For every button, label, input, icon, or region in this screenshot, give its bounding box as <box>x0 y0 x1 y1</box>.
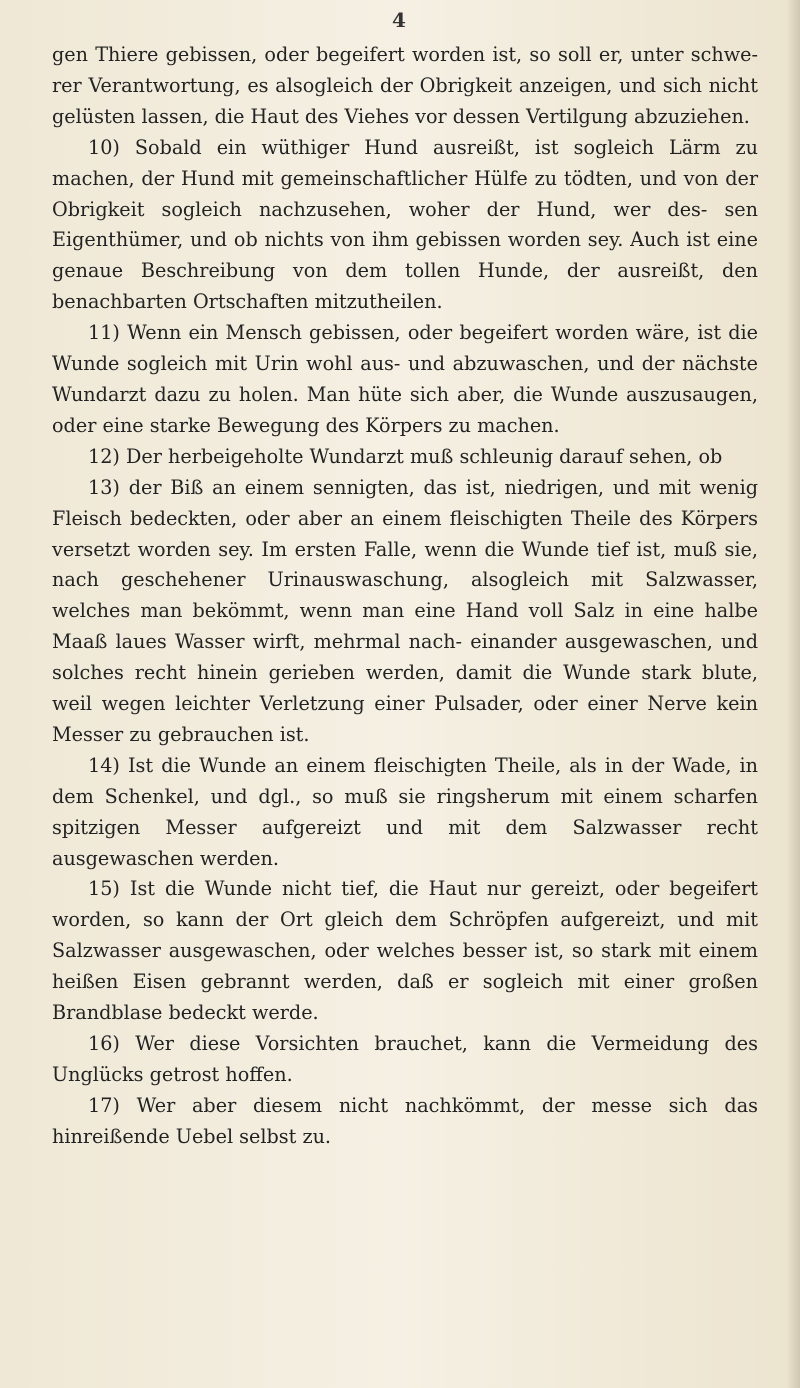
paragraph-12: 12) Der herbeigeholte Wundarzt muß schleunig darauf sehen, ob <box>88 444 723 468</box>
paragraph-16: 16) Wer diese Vorsichten brauchet, kann die Vermeidung des Unglücks getrost hoffen. <box>52 1032 758 1086</box>
page-number: 4 <box>392 8 406 32</box>
paragraph-10: 10) Sobald ein wüthiger Hund ausreißt, ist sogleich Lärm zu machen, der Hund mit gemeinschaftlicher Hülfe zu tödten, und von der Obrigkeit sogleich nachzusehen, woher der Hund, wer des- sen Eigenthümer, und ob nichts von ihm gebissen worden sey. Auch ist eine genaue Beschreibung von dem tollen Hunde, der ausreißt, den benachbarten Ortschaften mitzutheilen. <box>52 135 758 314</box>
paragraph-13: 13) der Biß an einem sennigten, das ist, niedrigen, und mit wenig Fleisch bedeckten, oder aber an einem fleischigten Theile des Körpers versetzt worden sey. Im ersten Falle, wenn die Wunde tief ist, muß sie, nach geschehener Urinauswaschung, alsogleich mit Salzwasser, welches man bekömmt, wenn man eine Hand voll Salz in eine halbe Maaß laues Wasser wirft, mehrmal nach- einander ausgewaschen, und solches recht hinein gerieben werden, damit die Wunde stark blute, weil wegen leichter Verletzung einer Pulsader, oder einer Nerve kein Messer zu gebrauchen ist. <box>52 475 758 746</box>
paragraph-continuation: gen Thiere gebissen, oder begeifert worden ist, so soll er, unter schwe- rer Verantwortung, es alsogleich der Obrigkeit anzeigen, und sich nicht gelüsten lassen, die Haut des Viehes vor dessen Vertilgung abzuziehen. <box>52 43 758 128</box>
page-edge-shadow <box>786 0 800 1388</box>
paragraph-14: 14) Ist die Wunde an einem fleischigten Theile, als in der Wade, in dem Schenkel, und dgl., so muß sie ringsherum mit einem scharfen spitzigen Messer aufgereizt und mit dem Salzwasser recht ausgewaschen werden. <box>52 753 758 870</box>
paragraph-11: 11) Wenn ein Mensch gebissen, oder begeifert worden wäre, ist die Wunde sogleich mit Urin wohl aus- und abzuwaschen, und der nächste Wundarzt dazu zu holen. Man hüte sich aber, die Wunde auszusaugen, oder eine starke Bewegung des Körpers zu machen. <box>52 321 758 437</box>
body-text <box>52 40 758 1153</box>
paragraph-15: 15) Ist die Wunde nicht tief, die Haut nur gereizt, oder begeifert worden, so kann der Ort gleich dem Schröpfen aufgereizt, und mit Salzwasser ausgewaschen, oder welches besser ist, so stark mit einem heißen Eisen gebrannt werden, daß er sogleich mit einer großen Brandblase bedeckt werde. <box>52 877 758 1025</box>
paragraph-17: 17) Wer aber diesem nicht nachkömmt, der messe sich das hinreißende Uebel selbst zu. <box>52 1093 758 1148</box>
